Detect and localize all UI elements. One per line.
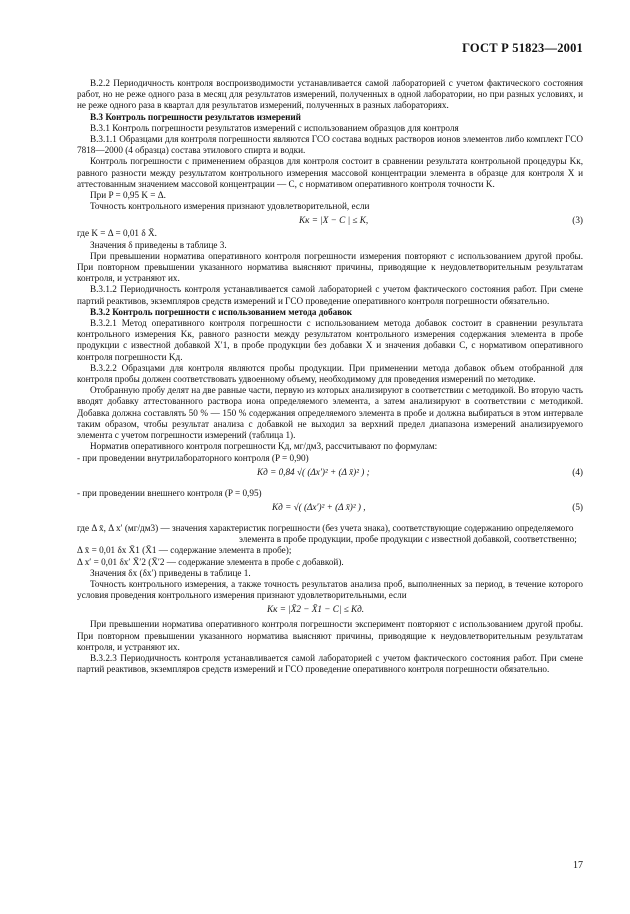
paragraph: При превышении норматива оперативного контроля погрешности измерения повторяют с использованием другой пробы. При повторном превышении указанного норматива выясняют причины, приводящие к неудовлетворительным результатам контроля, и устраняют их. (77, 250, 583, 284)
paragraph: При превышении норматива оперативного контроля погрешности эксперимент повторяют с использованием другой пробы. При повторном превышении указанного норматива выясняют причины, приводящие к неудовлетворительным результатам контроля, и устраняют их. (77, 619, 583, 652)
definition-block: где Δ x̄, Δ x′ (мг/дм3) — значения характеристик погрешности (без учета знака), соответствующие содержанию определяемого элемента в пробе продукции, пробе продукции с известной добавкой, соответственно; (77, 522, 577, 545)
equation: Kд = 0,84 √( (Δx′)² + (Δ x̄)² ) ; (257, 466, 370, 477)
where-clause: где K = Δ = 0,01 δ X̄. (77, 228, 157, 239)
equation-number: (4) (572, 466, 583, 477)
paragraph: Значения δ приведены в таблице 3. (90, 239, 227, 250)
paragraph: Точность контрольного измерения, а также точность результатов анализа проб, выполненных за период, в течение которого условия проведения контрольного измерения признают удовлетворительными, если (77, 578, 583, 601)
paragraph: Норматив оперативного контроля погрешности Kд, мг/дм3, рассчитывают по формулам: (90, 441, 438, 452)
paragraph: В.2.2 Периодичность контроля воспроизводимости устанавливается самой лабораторией с учетом фактического состояния работ, но не реже одного раза в месяц для результатов измерений, полученных в одной лаборатории, но при разных условиях, и не реже одного раза в квартал для результатов измерений, полученных в разных лабораториях. (77, 78, 583, 111)
definition-line: Δ x̄ = 0,01 δх X̄1 (X̄1 — содержание элемента в пробе); (77, 545, 292, 556)
paragraph: Точность контрольного измерения признают удовлетворительной, если (90, 201, 370, 212)
list-item: - при проведении внутрилабораторного контроля (P = 0,90) (77, 452, 309, 463)
paragraph: В.3.2.1 Метод оперативного контроля погрешности с использованием метода добавок состоит в сравнении результата контрольного измерения Kк, равного разности между результатом контрольного измерения содержания элемента в пробе продукции с известной добавкой X′1, в пробе продукции без добавки X и значения добавки C, с нормативом оперативного контроля погрешности Kд. (77, 318, 583, 362)
equation-row (77, 465, 583, 487)
equation-row (77, 602, 583, 618)
equation-row (77, 213, 583, 227)
section-heading: В.3.2 Контроль погрешности с использованием метода добавок (90, 306, 352, 317)
equation-row (77, 500, 583, 522)
document-header-id: ГОСТ Р 51823—2001 (462, 41, 583, 55)
equation: Kд = √( (Δx′)² + (Δ x̄)² ) , (272, 501, 366, 512)
paragraph: В.3.2.2 Образцами для контроля являются пробы продукции. При применении метода добавок объем отобранной для контроля пробы должен соответствовать удвоенному объему, необходимому для проведения измерений по методике. (77, 362, 583, 385)
paragraph: В.3.1.1 Образцами для контроля погрешности являются ГСО состава водных растворов ионов элементов либо комплект ГСО 7818—2000 (4 образца) состава этилового спирта и водки. (77, 134, 583, 156)
section-heading: В.3 Контроль погрешности результатов измерений (90, 111, 301, 122)
paragraph: Отобранную пробу делят на две равные части, первую из которых анализируют в соответствии с методикой. Во вторую часть вводят добавку аттестованного раствора иона определяемого элемента, а затем анализируют в соответствии с методикой. Добавка должна составлять 50 % — 150 % содержания определяемого элемента в пробе и должна выбираться в этом интервале таким образом, чтобы результат анализа с добавкой не выходил за верхний предел диапазона измерений анализируемого элемента с учетом погрешности измерений (таблица 1). (77, 385, 583, 441)
list-item: - при проведении внешнего контроля (P = 0,95) (77, 487, 262, 498)
paragraph: Значения δх (δх′) приведены в таблице 1. (90, 567, 251, 578)
definition-line: Δ x′ = 0,01 δх′ X̄′2 (X̄′2 — содержание элемента в пробе с добавкой). (77, 556, 344, 567)
document-body (77, 78, 583, 675)
equation: Kк = |X − C | ≤ K, (299, 215, 369, 226)
paragraph: В.3.2.3 Периодичность контроля устанавливается самой лабораторией с учетом фактического состояния работ. При смене партий реактивов, экземпляров средств измерений и ГСО проведение оперативного контроля погрешности обязательно. (77, 652, 583, 675)
paragraph: В.3.1.2 Периодичность контроля устанавливается самой лабораторией с учетом фактического состояния работ. При смене партий реактивов, экземпляров средств измерений и ГСО проведение оперативного контроля погрешности обязательно. (77, 284, 583, 306)
page-number: 17 (573, 860, 583, 871)
paragraph: Контроль погрешности с применением образцов для контроля состоит в сравнении результата контрольной процедуры Kк, равного разности между результатом контрольного измерения массовой концентрации элемента в образце для контроля X и аттестованным значением массовой концентрации — C, с нормативом оперативного контроля точности K. (77, 156, 583, 189)
equation: Kк = |X̄2 − X̄1 − C| ≤ Kд. (267, 604, 365, 615)
equation-number: (3) (572, 215, 583, 226)
paragraph: При P = 0,95 K = Δ. (90, 190, 166, 201)
equation-number: (5) (572, 501, 583, 512)
paragraph: В.3.1 Контроль погрешности результатов измерений с использованием образцов для контроля (90, 122, 459, 133)
